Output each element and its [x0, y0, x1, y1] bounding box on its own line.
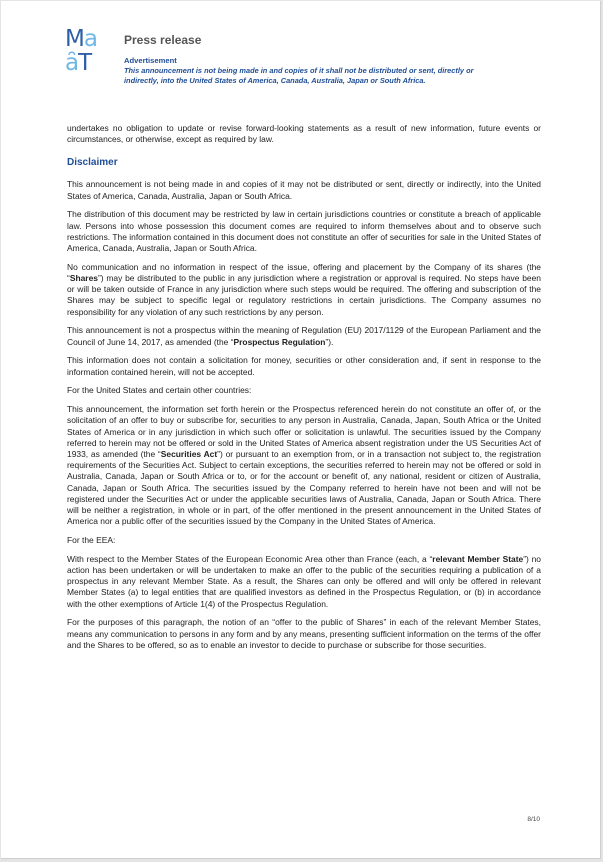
eea-paragraph-1: With respect to the Member States of the European Economic Area other than France (each, a “relevant Member State”) no action has been undertaken or will be undertaken to make an offer to the public of the securities requiring a publication of a prospectus in any relevant Member State. As a result, the Shares can only be offered and will only be offered in relevant Member States (a) to legal entities that are qualified investors as defined in the Prospectus Regulation, or (b) in accordance with the other exemptions of Article 1(4) of the Prospectus Regulation. [67, 553, 542, 609]
intro-paragraph: undertakes no obligation to update or revise forward-looking statements as a result of new information, future events or circumstances, or otherwise, except as required by law. [67, 123, 541, 145]
eea-section-label: For the EEA: [67, 535, 116, 546]
document-body [67, 123, 541, 659]
disclaimer-paragraph-3: No communication and no information in respect of the issue, offering and placement by the Company of its shares (the “Shares”) may be distributed to the public in any jurisdiction where a registration or approval is required. No steps have been or will be taken outside of France in any jurisdiction where such steps would be required. The offering and subscription of the Shares may be subject to specific legal or regulatory restrictions in certain jurisdictions. The Company assumes no responsibility for any violation of any such restrictions by any person. [67, 261, 541, 317]
advertisement-label: Advertisement [124, 56, 177, 65]
advertisement-note: This announcement is not being made in and copies of it shall not be distributed or sent, directly or indirectly, into the United States of America, Canada, Australia, Japan or South Africa. [124, 66, 474, 85]
disclaimer-paragraph-2: The distribution of this document may be restricted by law in certain jurisdictions countries or constitute a breach of applicable law. Persons into whose possession this document comes are required to inform themselves about and to observe such restrictions. The information contained in this document does not constitute an offer of securities for sale in the United States of America, Canada, Australia, Japan or South Africa. [67, 209, 541, 254]
disclaimer-heading: Disclaimer [67, 157, 118, 169]
us-paragraph: This announcement, the information set forth herein or the Prospectus referenced herein do not constitute an offer of, or the solicitation of an offer to buy or subscribe for, securities to any person in Australia, Canada, Japan, South Africa or the United States of America or in any jurisdiction in which such offer or solicitation is unlawful. The securities issued by the Company referred to herein may not be offered or sold in the United States of America absent registration under the US Securities Act of 1933, as amended (the “Securities Act”) or pursuant to an exemption from, or in a transaction not subject to, the registration requirements of the Securities Act. Subject to certain exceptions, the securities referred to herein may not be offered or sold in Australia, Canada, Japan or South Africa or to, or for the account or benefit of, any national, resident or citizen of Australia, Canada, Japan or South Africa. The securities issued by the Company referred to herein have not been and will not be registered under the Securities Act or under the applicable securities laws of Australia, Canada, Japan or South Africa. There will be neither a registration, in whole or in part, of the offer mentioned in the present announcement in the United States of America nor a public offer of the securities issued by the Company in the United States of America. [67, 404, 541, 527]
document-page [1, 1, 601, 859]
page-number: 8/10 [527, 816, 540, 823]
disclaimer-paragraph-1: This announcement is not being made in and copies of it may not be distributed or sent, directly or indirectly, into the United States of America, Canada, Australia, Japan or South Africa. [67, 179, 541, 201]
disclaimer-paragraph-5: This information does not contain a solicitation for money, securities or other consideration and, if sent in response to the information contained herein, will not be accepted. [67, 355, 541, 377]
page-title: Press release [124, 33, 202, 47]
eea-paragraph-2: For the purposes of this paragraph, the notion of an “offer to the public of Shares” in each of the relevant Member States, means any communication to persons in any form and by any means, presenting sufficient information on the terms of the offer and the Shares to be offered, so as to enable an investor to decide to purchase or subscribe for those securities. [67, 617, 541, 650]
disclaimer-paragraph-4: This announcement is not a prospectus within the meaning of Regulation (EU) 2017/1129 of the European Parliament and the Council of June 14, 2017, as amended (the “Prospectus Regulation”). [67, 325, 541, 347]
company-logo: Ma ȃT [65, 26, 97, 76]
us-section-label: For the United States and certain other countries: [67, 385, 252, 396]
